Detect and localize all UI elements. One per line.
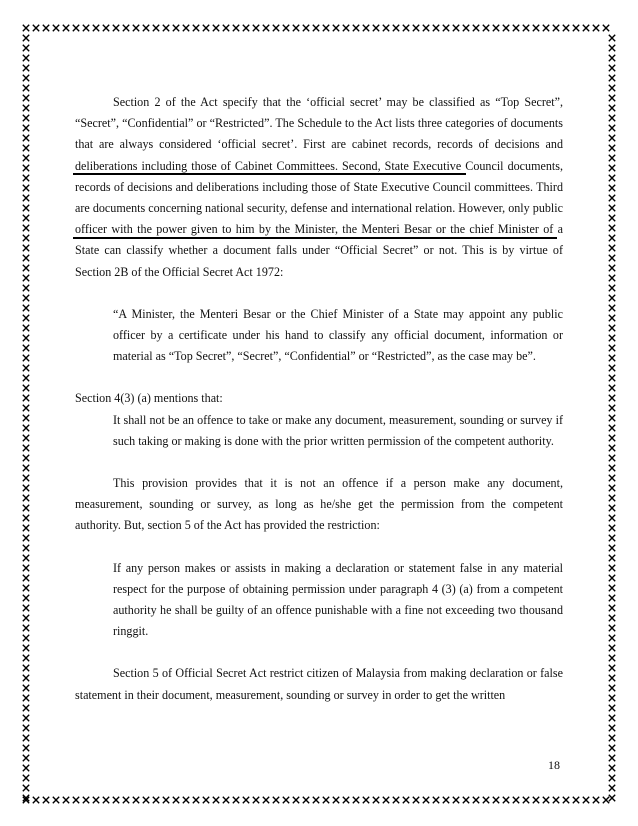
quote-minister: “A Minister, the Menteri Besar or the Chief Minister of a State may appoint any public officer by a certificate under his hand to classify any official document, information or material as “Top Secret”, “Secret”, “Confidential” or “Restricted”, as the case may be”. (113, 306, 563, 364)
hand-underline-2 (73, 237, 557, 239)
hand-underline-1 (73, 173, 466, 175)
page-number: 18 (548, 758, 560, 772)
underlined-passage (75, 92, 563, 283)
paragraph-provision: This provision provides that it is not an offence if a person make any document, measurement, sounding or survey, as long as he/she get the permission from the competent authority. But, section 5 of the Act has provided the restriction: (75, 476, 563, 533)
paragraph-section-4-intro: Section 4(3) (a) mentions that: (75, 391, 223, 406)
paragraph-section-5: Section 5 of Official Secret Act restrict citizen of Malaysia from making declaration or false statement in their document, measurement, sounding or survey in order to get the written (75, 666, 563, 702)
quote-section-4: It shall not be an offence to take or make any document, measurement, sounding or survey if such taking or making is done with the prior written permission of the competent authority. (113, 412, 563, 448)
quote-section-5: If any person makes or assists in making a declaration or statement false in any material respect for the purpose of obtaining permission under paragraph 4 (3) (a) from a competent authority he shall be guilty of an offence punishable with a fine not exceeding two thousand ringgit. (113, 560, 563, 639)
document-body (75, 92, 563, 706)
paragraph-section-2: Section 2 of the Act specify that the ‘official secret’ may be classified as “Top Secret”, “Secret”, “Confidential” or “Restricted”. The Schedule to the Act lists three categories of documents that are always considered ‘official secret’. First are cabinet records, records of decisions and deliberations including those of Cabinet Committees. Second, State Executive Council documents, records of decisions and deliberations including those of State Executive Council committees. Third are documents concerning national security, defense and international relation. However, only public officer with the power given to him by the Minister, the Menteri Besar or the chief Minister of a State can classify whether a document falls under “Official Secret” or not. This is by virtue of Section 2B of the Official Secret Act 1972: (75, 95, 563, 279)
